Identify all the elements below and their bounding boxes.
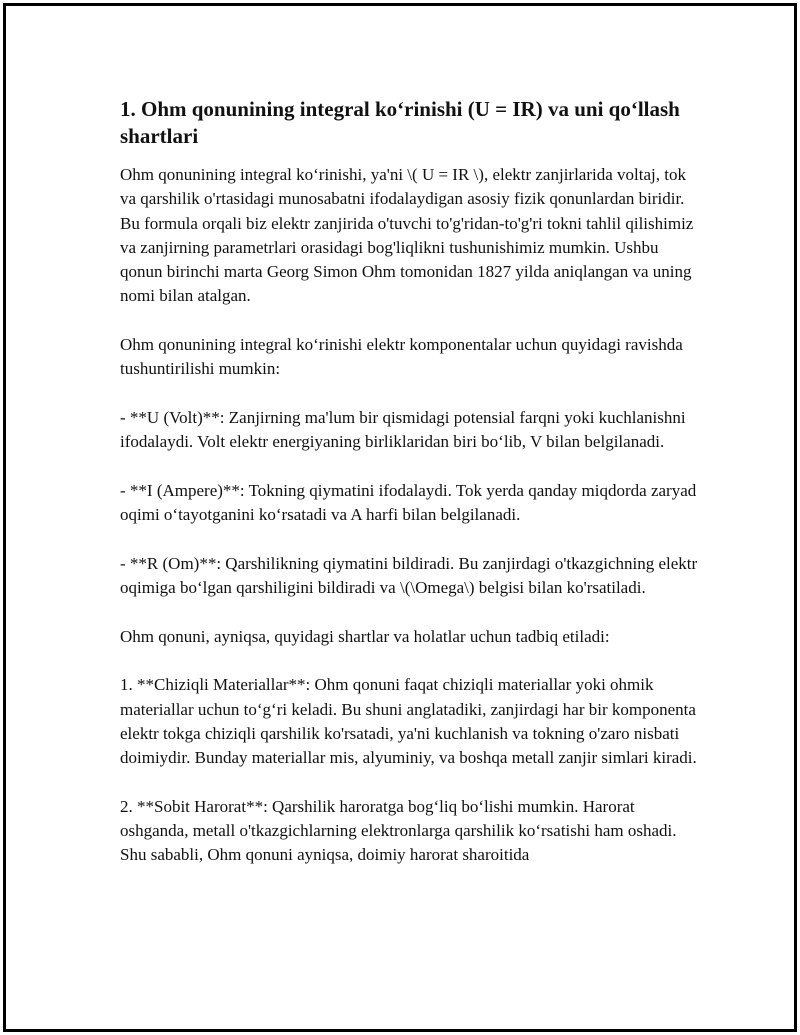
paragraph-intro: Ohm qonunining integral ko‘rinishi, ya'ni \( U = IR \), elektr zanjirlarida voltaj, tok va qarshilik o'rtasidagi munosabatni ifodalaydigan asosiy fizik qonunlardan biridir. Bu formula orqali biz elektr zanjirida o'tuvchi to'g'ridan-to'g'ri tokni tahlil qilishimiz va zanjirning parametrlari orasidagi bog'liqlikni tushunishimiz mumkin. Ushbu qonun birinchi marta Georg Simon Ohm tomonidan 1827 yilda aniqlangan va uning nomi bilan atalgan.	[120, 165, 694, 306]
list-item-current: - **I (Ampere)**: Tokning qiymatini ifodalaydi. Tok yerda qanday miqdorda zaryad oqimi o‘tayotganini ko‘rsatadi va A harfi bilan belgilanadi.	[120, 480, 697, 525]
paragraph-conditions-intro: Ohm qonuni, ayniqsa, quyidagi shartlar va holatlar uchun tadbiq etiladi:	[120, 626, 610, 646]
list-item-resistance: - **R (Om)**: Qarshilikning qiymatini bildiradi. Bu zanjirdagi o'tkazgichning elektr oqimiga bo‘lgan qarshiligini bildiradi va \(\Omega\) belgisi bilan ko'rsatiladi.	[120, 553, 698, 598]
list-item-linear-materials: 1. **Chiziqli Materiallar**: Ohm qonuni faqat chiziqli materiallar yoki ohmik materiallar uchun to‘g‘ri keladi. Bu shuni anglatadiki, zanjirdagi har bir komponenta elektr tokga chiziqli qarshilik ko'rsatadi, ya'ni kuchlanish va tokning o'zaro nisbati doimiydir. Bunday materiallar mis, alyuminiy, va boshqa metall zanjir simlari kiradi.	[120, 675, 697, 768]
document-page	[3, 3, 797, 1032]
list-item-voltage: - **U (Volt)**: Zanjirning ma'lum bir qismidagi potensial farqni yoki kuchlanishni ifodalaydi. Volt elektr energiyaning birliklaridan biri bo‘lib, V bilan belgilanadi.	[120, 407, 686, 452]
section-heading: 1. Ohm qonunining integral ko‘rinishi (U = IR) va uni qo‘llash shartlari	[120, 97, 680, 148]
list-item-constant-temperature: 2. **Sobit Harorat**: Qarshilik haroratga bog‘liq bo‘lishi mumkin. Harorat oshganda, metall o'tkazgichlarning elektronlarga qarshilik ko‘rsatishi ham oshadi. Shu sababli, Ohm qonuni ayniqsa, doimiy harorat sharoitida	[120, 796, 677, 865]
paragraph-components-intro: Ohm qonunining integral ko‘rinishi elektr komponentalar uchun quyidagi ravishda tushuntirilishi mumkin:	[120, 335, 683, 379]
document-body	[120, 96, 700, 868]
